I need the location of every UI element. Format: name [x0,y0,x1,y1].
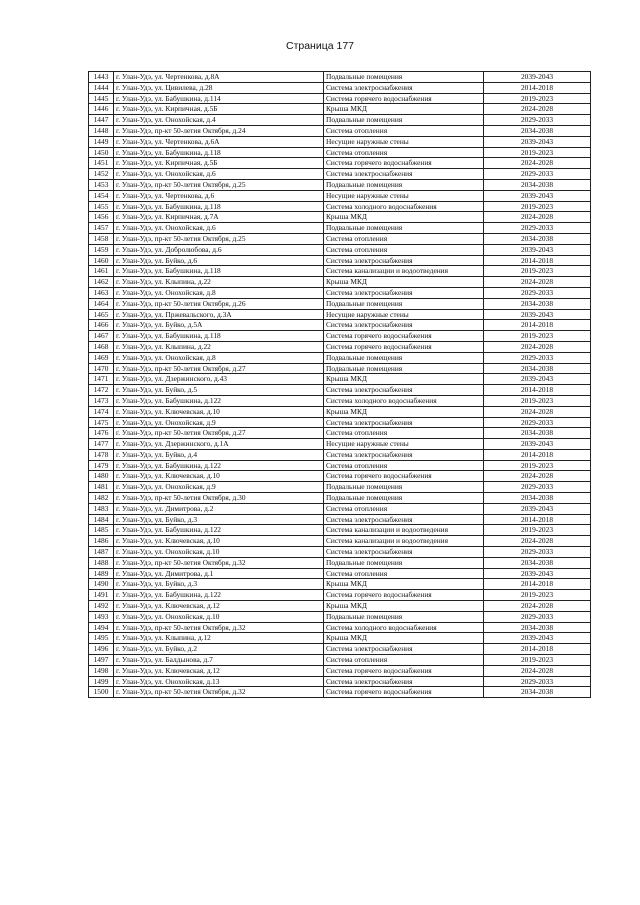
row-number: 1467 [89,331,114,342]
table-row [89,471,591,482]
period-cell: 2029-2033 [484,352,591,363]
table-row [89,493,591,504]
row-number: 1482 [89,493,114,504]
system-cell: Система отопления [324,503,484,514]
system-cell: Несущие наружные стены [324,136,484,147]
address-cell: г. Улан-Удэ, пр-кт 50-летия Октября, д.32 [114,687,324,698]
row-number: 1474 [89,406,114,417]
system-cell: Крыша МКД [324,633,484,644]
row-number: 1481 [89,482,114,493]
system-cell: Система электроснабжения [324,287,484,298]
row-number: 1462 [89,277,114,288]
table-row [89,439,591,450]
system-cell: Система горячего водоснабжения [324,471,484,482]
table-row [89,395,591,406]
row-number: 1483 [89,503,114,514]
system-cell: Крыша МКД [324,277,484,288]
period-cell: 2029-2033 [484,417,591,428]
period-cell: 2024-2028 [484,212,591,223]
address-cell: г. Улан-Удэ, ул. Бабушкина, д.122 [114,395,324,406]
row-number: 1495 [89,633,114,644]
period-cell: 2019-2023 [484,331,591,342]
period-cell: 2019-2023 [484,590,591,601]
address-cell: г. Улан-Удэ, ул. Клыпина, д.22 [114,341,324,352]
row-number: 1470 [89,363,114,374]
table-row [89,115,591,126]
period-cell: 2034-2038 [484,428,591,439]
address-cell: г. Улан-Удэ, ул. Онохойская, д.8 [114,352,324,363]
table-row [89,503,591,514]
table-row [89,579,591,590]
table-row [89,633,591,644]
row-number: 1444 [89,82,114,93]
address-cell: г. Улан-Удэ, ул. Онохойская, д.9 [114,417,324,428]
period-cell: 2024-2028 [484,601,591,612]
row-number: 1499 [89,676,114,687]
row-number: 1479 [89,460,114,471]
system-cell: Система горячего водоснабжения [324,590,484,601]
period-cell: 2024-2028 [484,277,591,288]
row-number: 1453 [89,179,114,190]
address-cell: г. Улан-Удэ, ул. Бабушкина, д.118 [114,147,324,158]
table-row [89,352,591,363]
address-cell: г. Улан-Удэ, ул. Бабушкина, д.118 [114,201,324,212]
table-row [89,201,591,212]
address-cell: г. Улан-Удэ, пр-кт 50-летия Октября, д.32 [114,622,324,633]
period-cell: 2029-2033 [484,611,591,622]
address-cell: г. Улан-Удэ, ул. Буйко, д.2 [114,644,324,655]
system-cell: Подвальные помещения [324,493,484,504]
address-cell: г. Улан-Удэ, ул. Кирпичная, д.5Б [114,158,324,169]
period-cell: 2029-2033 [484,115,591,126]
row-number: 1489 [89,568,114,579]
row-number: 1486 [89,536,114,547]
row-number: 1473 [89,395,114,406]
system-cell: Система отопления [324,655,484,666]
address-cell: г. Улан-Удэ, ул. Бабушкина, д.122 [114,590,324,601]
system-cell: Крыша МКД [324,212,484,223]
system-cell: Крыша МКД [324,406,484,417]
period-cell: 2024-2028 [484,471,591,482]
address-cell: г. Улан-Удэ, ул. Онохойская, д.4 [114,115,324,126]
row-number: 1460 [89,255,114,266]
system-cell: Система отопления [324,568,484,579]
row-number: 1498 [89,665,114,676]
address-cell: г. Улан-Удэ, ул. Клыпина, д.12 [114,633,324,644]
period-cell: 2014-2018 [484,644,591,655]
system-cell: Система холодного водоснабжения [324,395,484,406]
table-row [89,601,591,612]
table-row [89,622,591,633]
system-cell: Система электроснабжения [324,417,484,428]
system-cell: Подвальные помещения [324,179,484,190]
address-cell: г. Улан-Удэ, ул. Чертенкова, д.6 [114,190,324,201]
system-cell: Система электроснабжения [324,644,484,655]
system-cell: Несущие наружные стены [324,309,484,320]
address-cell: г. Улан-Удэ, ул. Онохойская, д.10 [114,547,324,558]
table-row [89,406,591,417]
table-row [89,255,591,266]
system-cell: Система холодного водоснабжения [324,622,484,633]
period-cell: 2039-2043 [484,309,591,320]
system-cell: Система горячего водоснабжения [324,158,484,169]
period-cell: 2024-2028 [484,536,591,547]
period-cell: 2039-2043 [484,244,591,255]
system-cell: Подвальные помещения [324,72,484,83]
table-row [89,104,591,115]
period-cell: 2039-2043 [484,503,591,514]
row-number: 1468 [89,341,114,352]
row-number: 1487 [89,547,114,558]
table-row [89,687,591,698]
system-cell: Система горячего водоснабжения [324,687,484,698]
row-number: 1484 [89,514,114,525]
address-cell: г. Улан-Удэ, ул. Добролюбова, д.6 [114,244,324,255]
period-cell: 2019-2023 [484,266,591,277]
system-cell: Подвальные помещения [324,115,484,126]
period-cell: 2024-2028 [484,665,591,676]
row-number: 1469 [89,352,114,363]
address-cell: г. Улан-Удэ, пр-кт 50-летия Октября, д.25 [114,233,324,244]
repair-schedule-table [88,71,591,698]
row-number: 1463 [89,287,114,298]
table-row [89,417,591,428]
address-cell: г. Улан-Удэ, пр-кт 50-летия Октября, д.24 [114,125,324,136]
address-cell: г. Улан-Удэ, ул. Бабушкина, д.122 [114,525,324,536]
row-number: 1497 [89,655,114,666]
period-cell: 2019-2023 [484,147,591,158]
row-number: 1485 [89,525,114,536]
period-cell: 2014-2018 [484,255,591,266]
row-number: 1445 [89,93,114,104]
period-cell: 2039-2043 [484,72,591,83]
address-cell: г. Улан-Удэ, пр-кт 50-летия Октября, д.25 [114,179,324,190]
system-cell: Система горячего водоснабжения [324,93,484,104]
period-cell: 2034-2038 [484,687,591,698]
row-number: 1496 [89,644,114,655]
period-cell: 2014-2018 [484,385,591,396]
address-cell: г. Улан-Удэ, ул. Бабушкина, д.122 [114,460,324,471]
row-number: 1490 [89,579,114,590]
table-row [89,244,591,255]
table-row [89,72,591,83]
period-cell: 2034-2038 [484,493,591,504]
row-number: 1461 [89,266,114,277]
address-cell: г. Улан-Удэ, ул. Кирпичная, д.5Б [114,104,324,115]
system-cell: Подвальные помещения [324,557,484,568]
table-row [89,374,591,385]
period-cell: 2014-2018 [484,449,591,460]
address-cell: г. Улан-Удэ, ул. Пржевальского, д.3А [114,309,324,320]
system-cell: Система отопления [324,428,484,439]
period-cell: 2029-2033 [484,169,591,180]
address-cell: г. Улан-Удэ, ул. Онохойская, д.8 [114,287,324,298]
period-cell: 2034-2038 [484,622,591,633]
table-row [89,341,591,352]
row-number: 1492 [89,601,114,612]
system-cell: Система электроснабжения [324,449,484,460]
row-number: 1488 [89,557,114,568]
system-cell: Крыша МКД [324,579,484,590]
address-cell: г. Улан-Удэ, ул. Балдынова, д.7 [114,655,324,666]
system-cell: Система электроснабжения [324,385,484,396]
period-cell: 2019-2023 [484,460,591,471]
row-number: 1491 [89,590,114,601]
system-cell: Система электроснабжения [324,676,484,687]
period-cell: 2029-2033 [484,547,591,558]
row-number: 1454 [89,190,114,201]
period-cell: 2034-2038 [484,179,591,190]
table-row [89,590,591,601]
period-cell: 2029-2033 [484,676,591,687]
row-number: 1450 [89,147,114,158]
period-cell: 2034-2038 [484,363,591,374]
row-number: 1477 [89,439,114,450]
address-cell: г. Улан-Удэ, ул. Бабушкина, д.114 [114,93,324,104]
table-row [89,514,591,525]
address-cell: г. Улан-Удэ, пр-кт 50-летия Октября, д.30 [114,493,324,504]
address-cell: г. Улан-Удэ, ул. Онохойская, д.6 [114,169,324,180]
period-cell: 2014-2018 [484,579,591,590]
table-row [89,287,591,298]
system-cell: Несущие наружные стены [324,190,484,201]
address-cell: г. Улан-Удэ, ул. Буйко, д.6 [114,255,324,266]
address-cell: г. Улан-Удэ, ул. Буйко, д.4 [114,449,324,460]
system-cell: Крыша МКД [324,104,484,115]
period-cell: 2039-2043 [484,136,591,147]
table-row [89,125,591,136]
table-row [89,525,591,536]
table-row [89,233,591,244]
period-cell: 2019-2023 [484,201,591,212]
row-number: 1464 [89,298,114,309]
row-number: 1447 [89,115,114,126]
period-cell: 2019-2023 [484,655,591,666]
period-cell: 2019-2023 [484,525,591,536]
period-cell: 2039-2043 [484,190,591,201]
row-number: 1500 [89,687,114,698]
period-cell: 2039-2043 [484,374,591,385]
address-cell: г. Улан-Удэ, ул. Цивилева, д.28 [114,82,324,93]
system-cell: Система электроснабжения [324,320,484,331]
row-number: 1466 [89,320,114,331]
system-cell: Подвальные помещения [324,363,484,374]
address-cell: г. Улан-Удэ, ул. Клыпина, д.22 [114,277,324,288]
row-number: 1451 [89,158,114,169]
table-row [89,665,591,676]
system-cell: Система отопления [324,147,484,158]
address-cell: г. Улан-Удэ, ул. Чертенкова, д.6А [114,136,324,147]
address-cell: г. Улан-Удэ, ул. Онохойская, д.10 [114,611,324,622]
row-number: 1455 [89,201,114,212]
system-cell: Система холодного водоснабжения [324,201,484,212]
row-number: 1478 [89,449,114,460]
table-row [89,212,591,223]
system-cell: Система отопления [324,233,484,244]
address-cell: г. Улан-Удэ, ул. Ключевская, д.10 [114,406,324,417]
system-cell: Система электроснабжения [324,514,484,525]
system-cell: Система канализации и водоотведения [324,536,484,547]
table-row [89,644,591,655]
table-row [89,223,591,234]
table-row [89,169,591,180]
period-cell: 2019-2023 [484,93,591,104]
period-cell: 2014-2018 [484,82,591,93]
system-cell: Крыша МКД [324,374,484,385]
table-row [89,482,591,493]
address-cell: г. Улан-Удэ, ул. Онохойская, д.9 [114,482,324,493]
table-row [89,363,591,374]
row-number: 1443 [89,72,114,83]
row-number: 1475 [89,417,114,428]
table-row [89,266,591,277]
system-cell: Подвальные помещения [324,223,484,234]
row-number: 1456 [89,212,114,223]
period-cell: 2039-2043 [484,439,591,450]
row-number: 1472 [89,385,114,396]
table-row [89,557,591,568]
table-row [89,428,591,439]
address-cell: г. Улан-Удэ, ул. Буйко, д.3 [114,579,324,590]
period-cell: 2024-2028 [484,341,591,352]
table-row [89,309,591,320]
address-cell: г. Улан-Удэ, пр-кт 50-летия Октября, д.27 [114,363,324,374]
system-cell: Система горячего водоснабжения [324,665,484,676]
row-number: 1452 [89,169,114,180]
address-cell: г. Улан-Удэ, пр-кт 50-летия Октября, д.27 [114,428,324,439]
period-cell: 2019-2023 [484,395,591,406]
address-cell: г. Улан-Удэ, ул. Ключевская, д.12 [114,665,324,676]
row-number: 1465 [89,309,114,320]
table-row [89,298,591,309]
row-number: 1493 [89,611,114,622]
table-row [89,277,591,288]
table-row [89,82,591,93]
row-number: 1476 [89,428,114,439]
address-cell: г. Улан-Удэ, ул. Ключевская, д.10 [114,536,324,547]
table-row [89,449,591,460]
address-cell: г. Улан-Удэ, пр-кт 50-летия Октября, д.26 [114,298,324,309]
address-cell: г. Улан-Удэ, ул. Буйко, д.5 [114,385,324,396]
address-cell: г. Улан-Удэ, ул. Чертенкова, д.8А [114,72,324,83]
period-cell: 2034-2038 [484,233,591,244]
address-cell: г. Улан-Удэ, ул. Дзержинского, д.1А [114,439,324,450]
system-cell: Система канализации и водоотведения [324,525,484,536]
table-row [89,93,591,104]
period-cell: 2024-2028 [484,158,591,169]
period-cell: 2034-2038 [484,125,591,136]
address-cell: г. Улан-Удэ, ул. Онохойская, д.6 [114,223,324,234]
address-cell: г. Улан-Удэ, ул. Онохойская, д.13 [114,676,324,687]
address-cell: г. Улан-Удэ, ул. Буйко, д.5А [114,320,324,331]
system-cell: Подвальные помещения [324,482,484,493]
system-cell: Система отопления [324,460,484,471]
address-cell: г. Улан-Удэ, ул. Ключевская, д.12 [114,601,324,612]
period-cell: 2034-2038 [484,557,591,568]
row-number: 1449 [89,136,114,147]
period-cell: 2014-2018 [484,514,591,525]
system-cell: Система отопления [324,244,484,255]
address-cell: г. Улан-Удэ, ул. Дзержинского, д.43 [114,374,324,385]
system-cell: Система электроснабжения [324,82,484,93]
system-cell: Система электроснабжения [324,169,484,180]
period-cell: 2024-2028 [484,104,591,115]
table-row [89,611,591,622]
system-cell: Подвальные помещения [324,298,484,309]
table-row [89,147,591,158]
system-cell: Система горячего водоснабжения [324,331,484,342]
row-number: 1448 [89,125,114,136]
table-row [89,536,591,547]
table-row [89,655,591,666]
table-row [89,331,591,342]
row-number: 1446 [89,104,114,115]
table-row [89,676,591,687]
system-cell: Система горячего водоснабжения [324,341,484,352]
period-cell: 2024-2028 [484,406,591,417]
address-cell: г. Улан-Удэ, пр-кт 50-летия Октября, д.32 [114,557,324,568]
table-row [89,136,591,147]
system-cell: Крыша МКД [324,601,484,612]
address-cell: г. Улан-Удэ, ул. Димитрова, д.1 [114,568,324,579]
system-cell: Система канализации и водоотведения [324,266,484,277]
system-cell: Несущие наружные стены [324,439,484,450]
period-cell: 2034-2038 [484,298,591,309]
table-row [89,547,591,558]
address-cell: г. Улан-Удэ, ул. Буйко, д.3 [114,514,324,525]
table-row [89,320,591,331]
period-cell: 2039-2043 [484,568,591,579]
row-number: 1480 [89,471,114,482]
period-cell: 2014-2018 [484,320,591,331]
period-cell: 2029-2033 [484,287,591,298]
system-cell: Подвальные помещения [324,611,484,622]
system-cell: Система электроснабжения [324,547,484,558]
address-cell: г. Улан-Удэ, ул. Димитрова, д.2 [114,503,324,514]
row-number: 1458 [89,233,114,244]
period-cell: 2029-2033 [484,223,591,234]
table-row [89,179,591,190]
table-row [89,190,591,201]
system-cell: Система электроснабжения [324,255,484,266]
page-title: Страница 177 [285,40,355,52]
period-cell: 2029-2033 [484,482,591,493]
period-cell: 2039-2043 [484,633,591,644]
system-cell: Система отопления [324,125,484,136]
row-number: 1471 [89,374,114,385]
table-row [89,460,591,471]
address-cell: г. Улан-Удэ, ул. Бабушкина, д.118 [114,266,324,277]
address-cell: г. Улан-Удэ, ул. Бабушкина, д.118 [114,331,324,342]
table-row [89,568,591,579]
row-number: 1457 [89,223,114,234]
row-number: 1459 [89,244,114,255]
table-body [89,72,591,698]
table-row [89,385,591,396]
address-cell: г. Улан-Удэ, ул. Кирпичная, д.7А [114,212,324,223]
table-row [89,158,591,169]
row-number: 1494 [89,622,114,633]
address-cell: г. Улан-Удэ, ул. Ключевская, д.10 [114,471,324,482]
system-cell: Подвальные помещения [324,352,484,363]
